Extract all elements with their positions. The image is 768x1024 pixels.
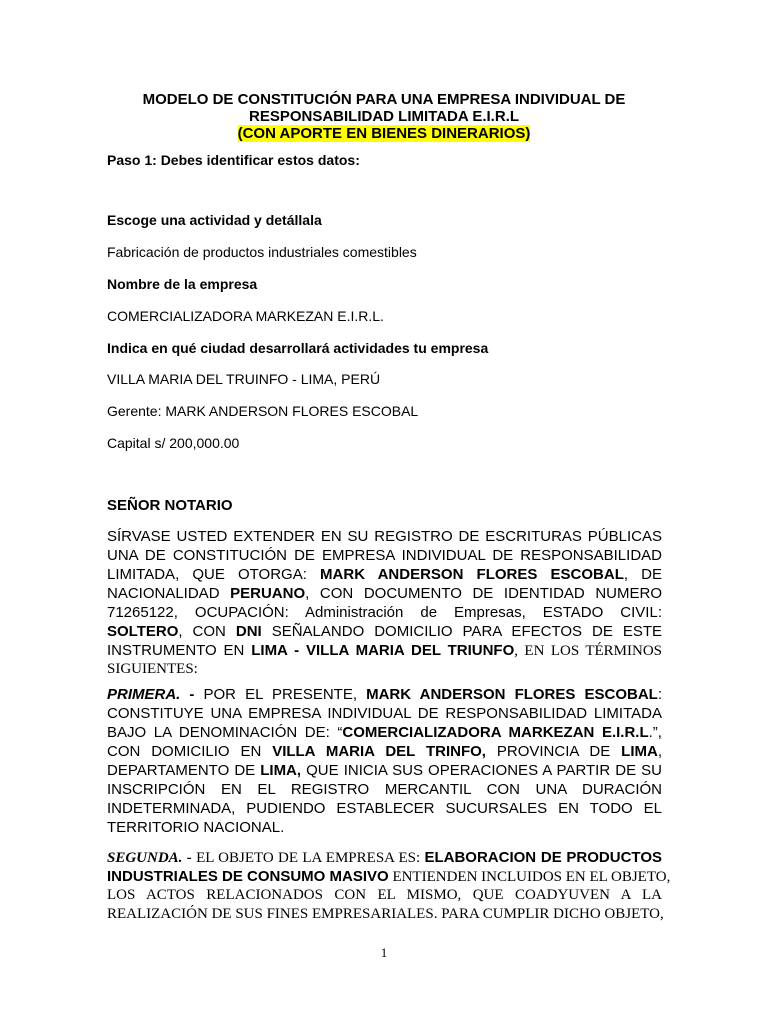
notary-line-2: UNA DE CONSTITUCIÓN DE EMPRESA INDIVIDUAL DE RESPONSABILIDAD	[107, 547, 662, 564]
notary-line-7: INSTRUMENTO EN LIMA - VILLA MARIA DEL TRIUNFO, EN LOS TÉRMINOS	[107, 642, 662, 659]
primera-line-2: CONSTITUYE UNA EMPRESA INDIVIDUAL DE RESPONSABILIDAD LIMITADA	[107, 705, 662, 722]
primera-line-8: TERRITORIO NACIONAL.	[107, 819, 285, 836]
activity-value: Fabricación de productos industriales comestibles	[107, 244, 417, 260]
primera-line-3: BAJO LA DENOMINACIÓN DE: “COMERCIALIZADORA MARKEZAN E.I.R.L.”,	[107, 724, 662, 741]
notary-line-5: 71265122, OCUPACIÓN: Administración de Empresas, ESTADO CIVIL:	[107, 604, 662, 621]
notary-line-4: NACIONALIDAD PERUANO, CON DOCUMENTO DE IDENTIDAD NUMERO	[107, 585, 662, 602]
grantor-name: MARK ANDERSON FLORES ESCOBAL	[320, 566, 624, 583]
primera-line-7: INDETERMINADA, PUDIENDO ESTABLECER SUCURSALES EN TODO EL	[107, 800, 662, 817]
segunda-line-3: LOS ACTOS RELACIONADOS CON EL MISMO, QUE COADYUVEN A LA	[107, 887, 662, 903]
step-heading: Paso 1: Debes identificar estos datos:	[107, 152, 360, 168]
segunda-label: SEGUNDA. -	[107, 850, 192, 866]
capital-line: Capital s/ 200,000.00	[107, 435, 240, 451]
title-highlighted-subtitle: (CON APORTE EN BIENES DINERARIOS)	[237, 125, 531, 142]
clause-segunda	[107, 848, 671, 924]
title-line-1: MODELO DE CONSTITUCIÓN PARA UNA EMPRESA INDIVIDUAL DE	[142, 91, 626, 108]
city-label: Indica en qué ciudad desarrollará actividades tu empresa	[107, 340, 489, 356]
primera-label: PRIMERA. -	[107, 686, 195, 703]
notary-line-3: LIMITADA, QUE OTORGA: MARK ANDERSON FLORES ESCOBAL, DE	[107, 566, 663, 583]
segunda-line-4: REALIZACIÓN DE SUS FINES EMPRESARIALES. PARA CUMPLIR DICHO OBJETO,	[107, 906, 664, 922]
primera-line-5: DEPARTAMENTO DE LIMA, QUE INICIA SUS OPERACIONES A PARTIR DE SU	[107, 762, 663, 779]
primera-line-4: CON DOMICILIO EN VILLA MARIA DEL TRINFO, PROVINCIA DE LIMA,	[107, 743, 663, 760]
primera-line-6: INSCRIPCIÓN EN EL REGISTRO MERCANTIL CON UNA DURACIÓN	[107, 781, 662, 798]
company-label: Nombre de la empresa	[107, 276, 258, 292]
city-value: VILLA MARIA DEL TRUINFO - LIMA, PERÚ	[107, 371, 381, 387]
notary-line-6: SOLTERO, CON DNI SEÑALANDO DOMICILIO PARA EFECTOS DE ESTE	[107, 623, 662, 640]
activity-label: Escoge una actividad y detállala	[107, 212, 322, 228]
page-number: 1	[380, 945, 388, 960]
manager-line: Gerente: MARK ANDERSON FLORES ESCOBAL	[107, 403, 419, 419]
clause-primera	[107, 685, 662, 837]
company-value: COMERCIALIZADORA MARKEZAN E.I.R.L.	[107, 308, 384, 324]
segunda-line-1: SEGUNDA. - EL OBJETO DE LA EMPRESA ES: ELABORACION DE PRODUCTOS	[107, 849, 662, 866]
segunda-line-2: INDUSTRIALES DE CONSUMO MASIVO ENTIENDEN INCLUIDOS EN EL OBJETO,	[107, 868, 671, 885]
document-title	[0, 91, 768, 142]
notary-heading: SEÑOR NOTARIO	[107, 497, 233, 514]
primera-line-1: PRIMERA. - POR EL PRESENTE, MARK ANDERSON FLORES ESCOBAL:	[107, 686, 662, 703]
notary-line-8: SIGUIENTES:	[107, 661, 198, 677]
notary-paragraph	[107, 527, 662, 679]
title-line-2: RESPONSABILIDAD LIMITADA E.I.R.L	[249, 108, 519, 125]
notary-line-1: SÍRVASE USTED EXTENDER EN SU REGISTRO DE ESCRITURAS PÚBLICAS	[107, 528, 662, 545]
